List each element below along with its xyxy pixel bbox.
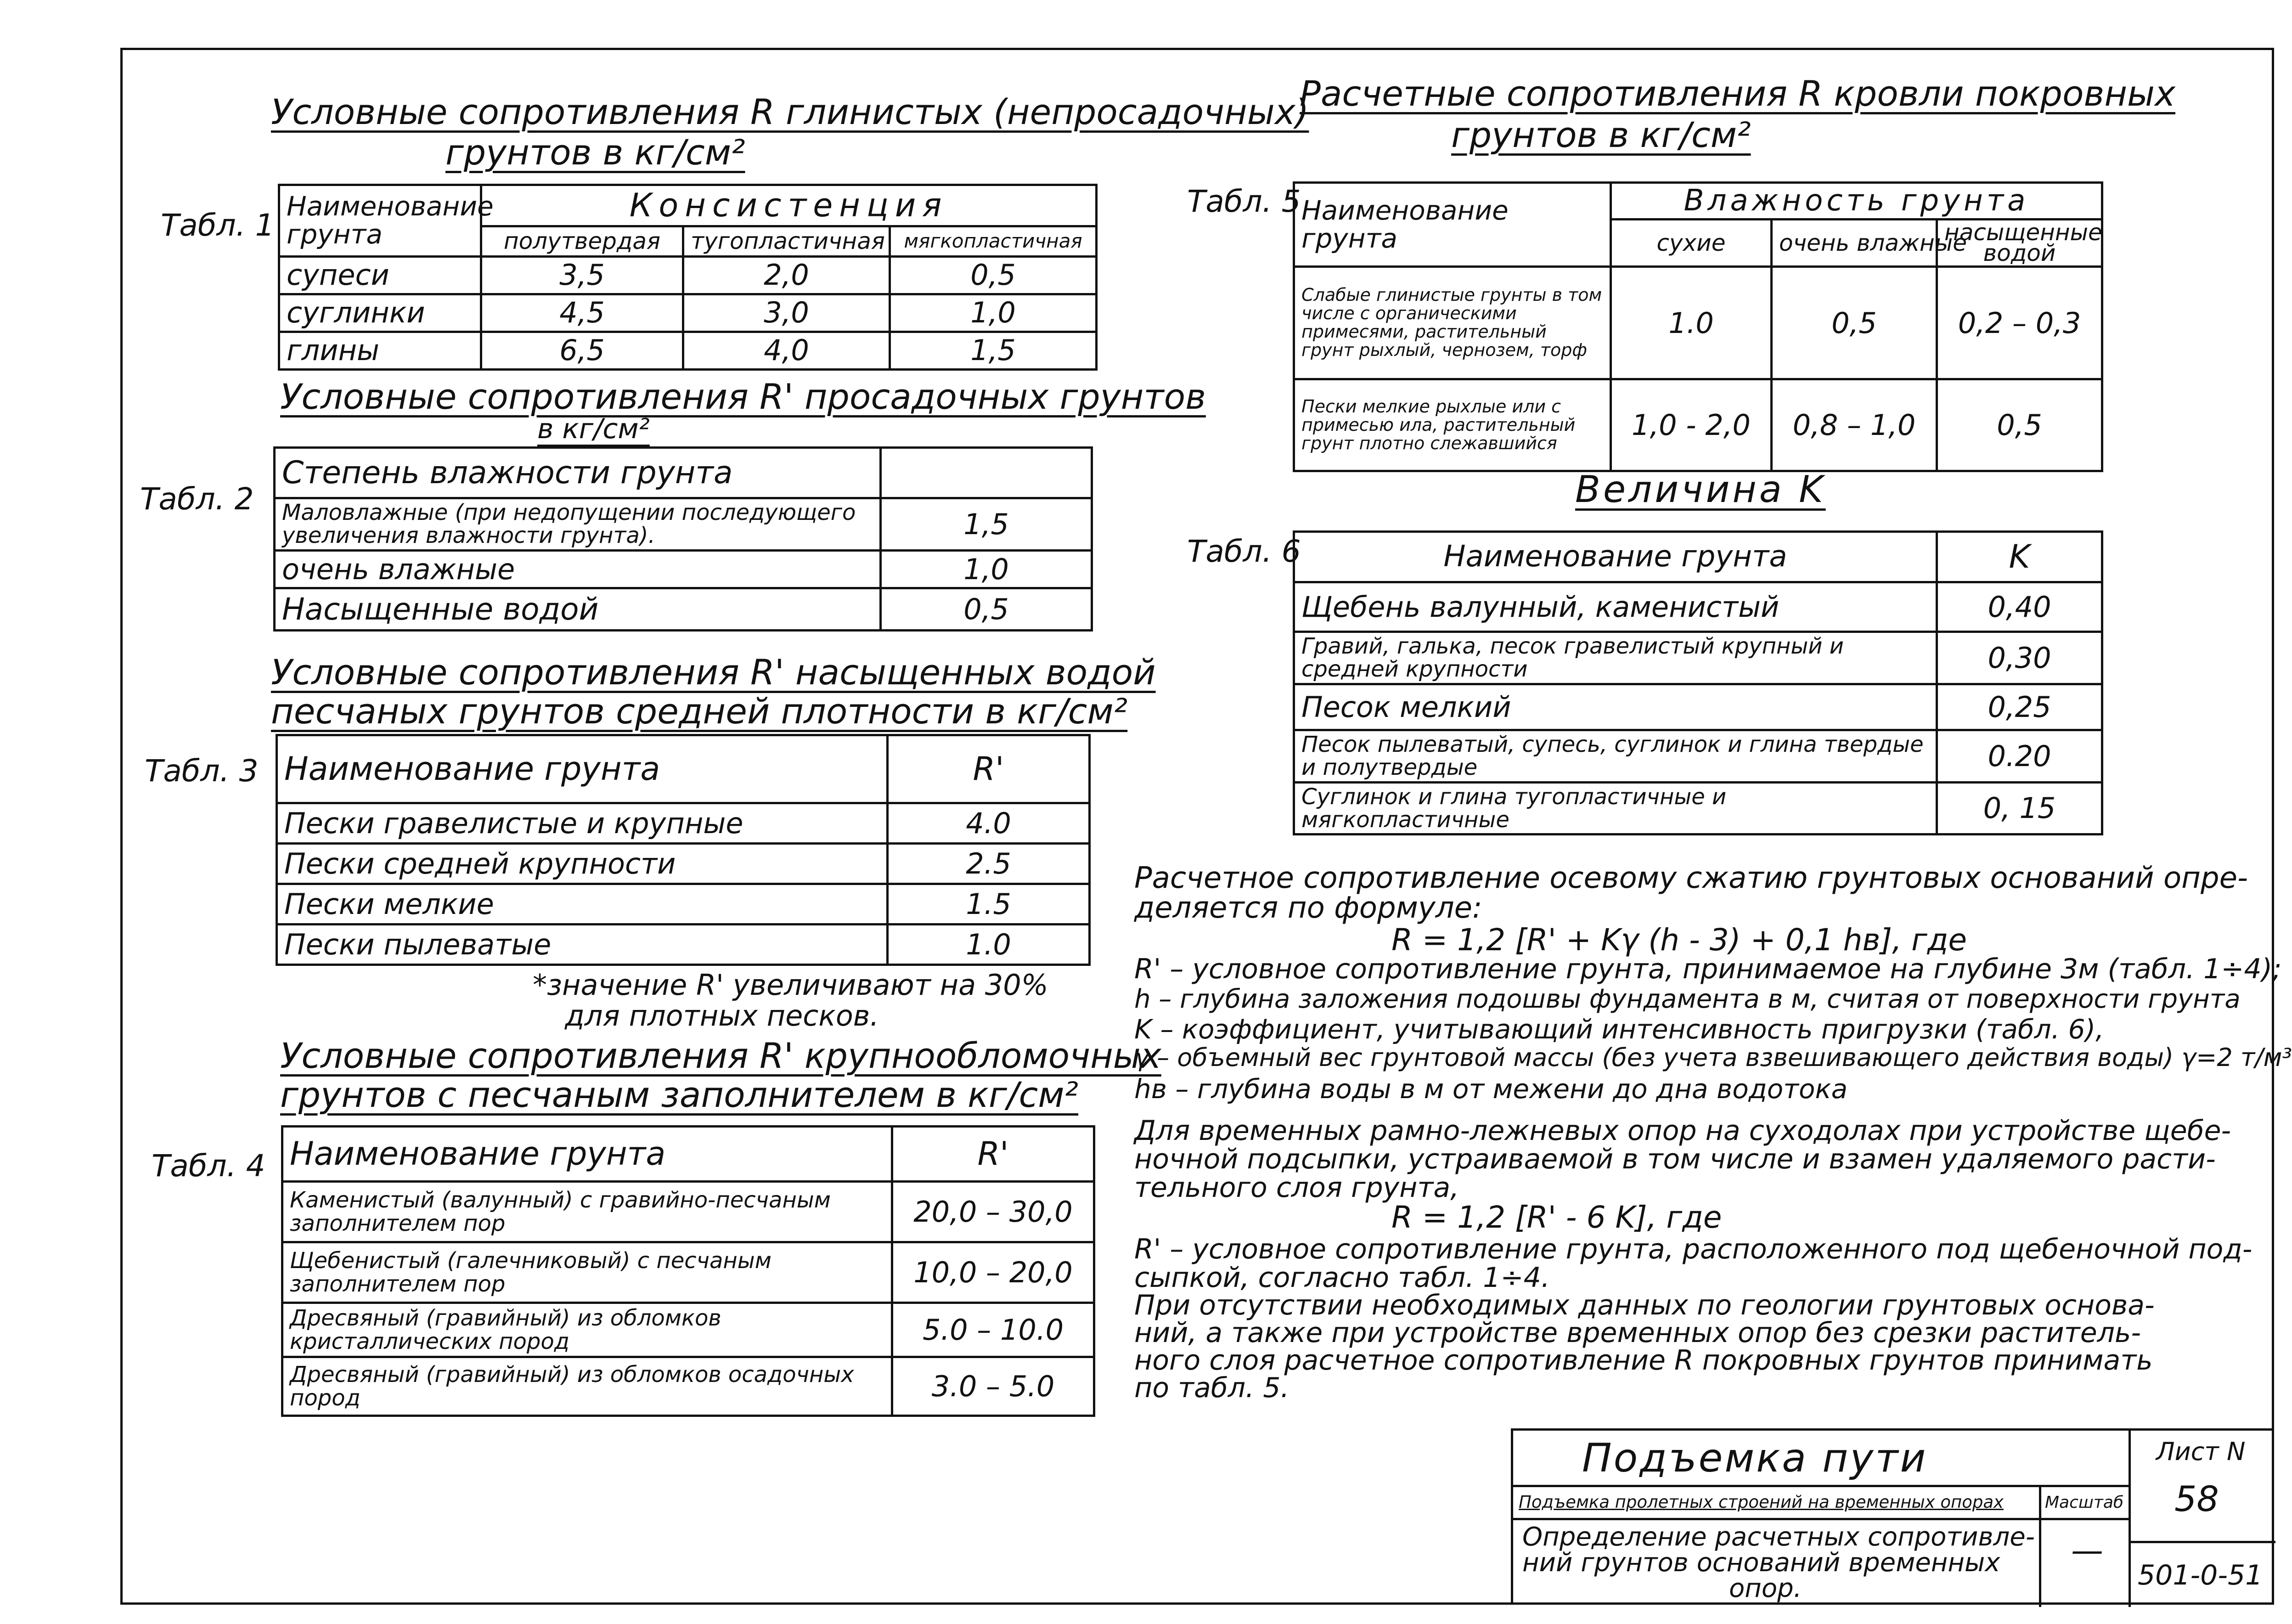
t4-col-name: Наименование грунта bbox=[282, 1127, 892, 1182]
table-row bbox=[282, 1357, 1094, 1416]
t6-table bbox=[1293, 530, 2103, 835]
t2-row-name: Маловлажные (при недопущении последующего увеличения влажности грунта). bbox=[275, 498, 881, 551]
table-row bbox=[275, 498, 1092, 551]
paragraph-4-line1: При отсутствии необходимых данных по геологии грунтовых основа- bbox=[1134, 1289, 2155, 1321]
t6-row-name: Песок пылеватый, супесь, суглинок и глина твердые и полутвердые bbox=[1294, 730, 1937, 782]
t3-row-name: Пески мелкие bbox=[277, 884, 888, 925]
table-row bbox=[1294, 684, 2102, 730]
t6-col-value: K bbox=[1937, 532, 2102, 582]
stamp-sheet-label: Лист N bbox=[2156, 1437, 2246, 1466]
t2-cell: 0,5 bbox=[881, 588, 1092, 630]
paragraph-4-line2: ний, а также при устройстве временных опор без срезки раститель- bbox=[1134, 1317, 2141, 1349]
t6-row-name: Щебень валунный, каменистый bbox=[1294, 582, 1937, 632]
paragraph-4-line4: по табл. 5. bbox=[1134, 1372, 1290, 1404]
t3-cell: 2.5 bbox=[888, 844, 1090, 884]
definition-h: h – глубина заложения подошвы фундамента в м, считая от поверхности грунта bbox=[1134, 984, 2241, 1014]
t6-row-name: Песок мелкий bbox=[1294, 684, 1937, 730]
t1-cell: 3,0 bbox=[683, 294, 890, 332]
t5-col-group: Влажность грунта bbox=[1611, 183, 2102, 220]
t3-table bbox=[276, 734, 1091, 966]
t3-note-line1: *значение R' увеличивают на 30% bbox=[533, 968, 1048, 1002]
stamp-sheet-number: 58 bbox=[2174, 1478, 2219, 1519]
t3-label: Табл. 3 bbox=[145, 753, 259, 789]
t3-col-value: R' bbox=[888, 735, 1090, 803]
table-row bbox=[1294, 632, 2102, 684]
t3-heading-line1: Условные сопротивления R' насыщенных водой bbox=[271, 652, 1156, 693]
paragraph-2-line3: тельного слоя грунта, bbox=[1134, 1172, 1459, 1204]
t1-cell: 3,5 bbox=[481, 256, 683, 294]
t5-row-name: Слабые глинистые грунты в том числе с органическими примесями, растительный грунт рыхлый, чернозем, торф bbox=[1294, 267, 1611, 379]
t2-table bbox=[273, 446, 1093, 632]
t3-row-name: Пески средней крупности bbox=[277, 844, 888, 884]
t6-col-name: Наименование грунта bbox=[1294, 532, 1937, 582]
t4-heading-line2: грунтов с песчаным заполнителем в кг/см² bbox=[280, 1074, 1079, 1115]
definition-gamma: γ – объемный вес грунтовой массы (без учета взвешивающего действия воды) γ=2 т/м³ bbox=[1134, 1043, 2292, 1072]
t5-cell: 0,8 – 1,0 bbox=[1772, 379, 1937, 471]
t3-row-name: Пески гравелистые и крупные bbox=[277, 803, 888, 844]
paragraph-3-line1: R' – условное сопротивление грунта, расположенного под щебеночной под- bbox=[1134, 1233, 2253, 1265]
t4-row-name: Щебенистый (галечниковый) с песчаным заполнителем пор bbox=[282, 1242, 892, 1303]
stamp-description-line2: ний грунтов оснований временных bbox=[1522, 1548, 2000, 1578]
t6-row-name: Суглинок и глина тугопластичные и мягкопластичные bbox=[1294, 782, 1937, 835]
t2-cell: 1,5 bbox=[881, 498, 1092, 551]
t1-heading-line1: Условные сопротивления R глинистых (непросадочных) bbox=[271, 91, 1309, 132]
table-row bbox=[1294, 782, 2102, 835]
t1-table bbox=[278, 184, 1098, 371]
table-row bbox=[1294, 267, 2102, 379]
t1-cell: 4,5 bbox=[481, 294, 683, 332]
definition-hv: hв – глубина воды в м от межени до дна водотока bbox=[1134, 1073, 1848, 1105]
table-row bbox=[1294, 582, 2102, 632]
paragraph-4-line3: ного слоя расчетное сопротивление R покровных грунтов принимать bbox=[1134, 1344, 2153, 1376]
t4-row-name: Дресвяный (гравийный) из обломков осадочных пород bbox=[282, 1357, 892, 1416]
stamp-title: Подъемка пути bbox=[1582, 1435, 1928, 1481]
t1-col-header: полутвердая bbox=[481, 226, 683, 257]
t4-cell: 10,0 – 20,0 bbox=[892, 1242, 1094, 1303]
t1-label: Табл. 1 bbox=[161, 208, 275, 243]
t5-cell: 1.0 bbox=[1611, 267, 1772, 379]
paragraph-1-line2: деляется по формуле: bbox=[1134, 891, 1482, 925]
table-row bbox=[279, 256, 1097, 294]
t4-row-name: Дресвяный (гравийный) из обломков кристаллических пород bbox=[282, 1303, 892, 1357]
t6-heading: Величина K bbox=[1575, 468, 1826, 511]
t5-table bbox=[1293, 181, 2103, 472]
table-row bbox=[277, 844, 1090, 884]
table-row bbox=[1294, 379, 2102, 471]
t5-label: Табл. 5 bbox=[1187, 184, 1301, 219]
t1-col-header: мягкопластичная bbox=[890, 226, 1097, 257]
t5-col-header: насыщенные водой bbox=[1937, 220, 2102, 267]
t6-cell: 0,25 bbox=[1937, 684, 2102, 730]
table-row bbox=[277, 803, 1090, 844]
t1-cell: 1,5 bbox=[890, 332, 1097, 369]
paragraph-1-line1: Расчетное сопротивление осевому сжатию грунтовых оснований опре- bbox=[1134, 861, 2248, 895]
t5-row-name: Пески мелкие рыхлые или с примесью ила, растительный грунт плотно слежавшийся bbox=[1294, 379, 1611, 471]
t5-col-header: сухие bbox=[1611, 220, 1772, 267]
t4-heading-line1: Условные сопротивления R' крупнообломочных bbox=[280, 1035, 1161, 1076]
t2-row-name: очень влажные bbox=[275, 550, 881, 588]
t4-label: Табл. 4 bbox=[152, 1148, 265, 1184]
t5-cell: 1,0 - 2,0 bbox=[1611, 379, 1772, 471]
t2-row-name: Насыщенные водой bbox=[275, 588, 881, 630]
t5-cell: 0,2 – 0,3 bbox=[1937, 267, 2102, 379]
t6-cell: 0,40 bbox=[1937, 582, 2102, 632]
table-row bbox=[275, 550, 1092, 588]
t3-note-line2: для плотных песков. bbox=[565, 999, 879, 1032]
t5-col-header: очень влажные bbox=[1772, 220, 1937, 267]
table-row bbox=[275, 588, 1092, 630]
t4-row-name: Каменистый (валунный) с гравийно-песчаным заполнителем пор bbox=[282, 1182, 892, 1242]
definition-k: K – коэффициент, учитывающий интенсивность пригрузки (табл. 6), bbox=[1134, 1014, 2104, 1045]
t6-label: Табл. 6 bbox=[1187, 534, 1301, 569]
t2-label: Табл. 2 bbox=[140, 481, 254, 517]
t1-heading-line2: грунтов в кг/см² bbox=[445, 132, 745, 173]
t3-cell: 4.0 bbox=[888, 803, 1090, 844]
t1-col-group: Консистенция bbox=[481, 185, 1097, 226]
table-row bbox=[282, 1242, 1094, 1303]
paragraph-2-line2: ночной подсыпки, устраиваемой в том числе и взамен удаляемого расти- bbox=[1134, 1143, 2216, 1175]
table-row bbox=[279, 332, 1097, 369]
stamp-description-line1: Определение расчетных сопротивле- bbox=[1522, 1522, 2035, 1552]
formula-2: R = 1,2 [R' - 6 K], где bbox=[1391, 1200, 1722, 1235]
stamp-document-code: 501-0-51 bbox=[2138, 1559, 2263, 1591]
t3-row-name: Пески пылеватые bbox=[277, 925, 888, 965]
t6-row-name: Гравий, галька, песок гравелистый крупный и средней крупности bbox=[1294, 632, 1937, 684]
stamp-scale-label: Масштаб bbox=[2045, 1493, 2124, 1512]
t3-cell: 1.5 bbox=[888, 884, 1090, 925]
t1-row-name: глины bbox=[279, 332, 481, 369]
paragraph-2-line1: Для временных рамно-лежневых опор на суходолах при устройстве щебе- bbox=[1134, 1115, 2231, 1147]
t4-cell: 5.0 – 10.0 bbox=[892, 1303, 1094, 1357]
t5-heading-line1: Расчетные сопротивления R кровли покровных bbox=[1300, 73, 2176, 114]
t5-cell: 0,5 bbox=[1937, 379, 2102, 471]
t3-heading-line2: песчаных грунтов средней плотности в кг/см² bbox=[271, 691, 1128, 732]
t6-cell: 0,30 bbox=[1937, 632, 2102, 684]
title-block bbox=[1511, 1428, 2273, 1605]
table-row bbox=[277, 925, 1090, 965]
t5-cell: 0,5 bbox=[1772, 267, 1937, 379]
t2-empty-header bbox=[881, 448, 1092, 498]
t1-row-name: суглинки bbox=[279, 294, 481, 332]
t1-cell: 1,0 bbox=[890, 294, 1097, 332]
t4-table bbox=[281, 1125, 1095, 1417]
t6-cell: 0.20 bbox=[1937, 730, 2102, 782]
t4-col-value: R' bbox=[892, 1127, 1094, 1182]
table-row bbox=[282, 1182, 1094, 1242]
stamp-scale-value: — bbox=[2071, 1532, 2103, 1569]
stamp-description-line3: опор. bbox=[1729, 1573, 1802, 1603]
table-row bbox=[282, 1303, 1094, 1357]
t1-cell: 0,5 bbox=[890, 256, 1097, 294]
t4-cell: 20,0 – 30,0 bbox=[892, 1182, 1094, 1242]
t3-col-name: Наименование грунта bbox=[277, 735, 888, 803]
t1-cell: 2,0 bbox=[683, 256, 890, 294]
definition-r: R' – условное сопротивление грунта, принимаемое на глубине 3м (табл. 1÷4); bbox=[1134, 953, 2282, 985]
t2-heading-line2: в кг/см² bbox=[537, 413, 650, 445]
paragraph-3-line2: сыпкой, согласно табл. 1÷4. bbox=[1134, 1262, 1550, 1294]
table-row bbox=[279, 294, 1097, 332]
table-row bbox=[277, 884, 1090, 925]
t1-col-header: тугопластичная bbox=[683, 226, 890, 257]
t2-col-name: Степень влажности грунта bbox=[275, 448, 881, 498]
t5-col-name: Наименование грунта bbox=[1294, 183, 1611, 267]
t2-cell: 1,0 bbox=[881, 550, 1092, 588]
stamp-subtitle: Подъемка пролетных строений на временных опорах bbox=[1519, 1492, 2004, 1512]
table-row bbox=[1294, 730, 2102, 782]
formula-1: R = 1,2 [R' + Kγ (h - 3) + 0,1 hв], где bbox=[1391, 922, 1967, 958]
t5-heading-line2: грунтов в кг/см² bbox=[1451, 114, 1751, 155]
t6-cell: 0, 15 bbox=[1937, 782, 2102, 835]
t2-heading-line1: Условные сопротивления R' просадочных грунтов bbox=[280, 376, 1206, 417]
t1-col-name: Наименование грунта bbox=[279, 185, 481, 257]
t4-cell: 3.0 – 5.0 bbox=[892, 1357, 1094, 1416]
t3-cell: 1.0 bbox=[888, 925, 1090, 965]
t1-cell: 6,5 bbox=[481, 332, 683, 369]
t1-cell: 4,0 bbox=[683, 332, 890, 369]
t1-row-name: супеси bbox=[279, 256, 481, 294]
